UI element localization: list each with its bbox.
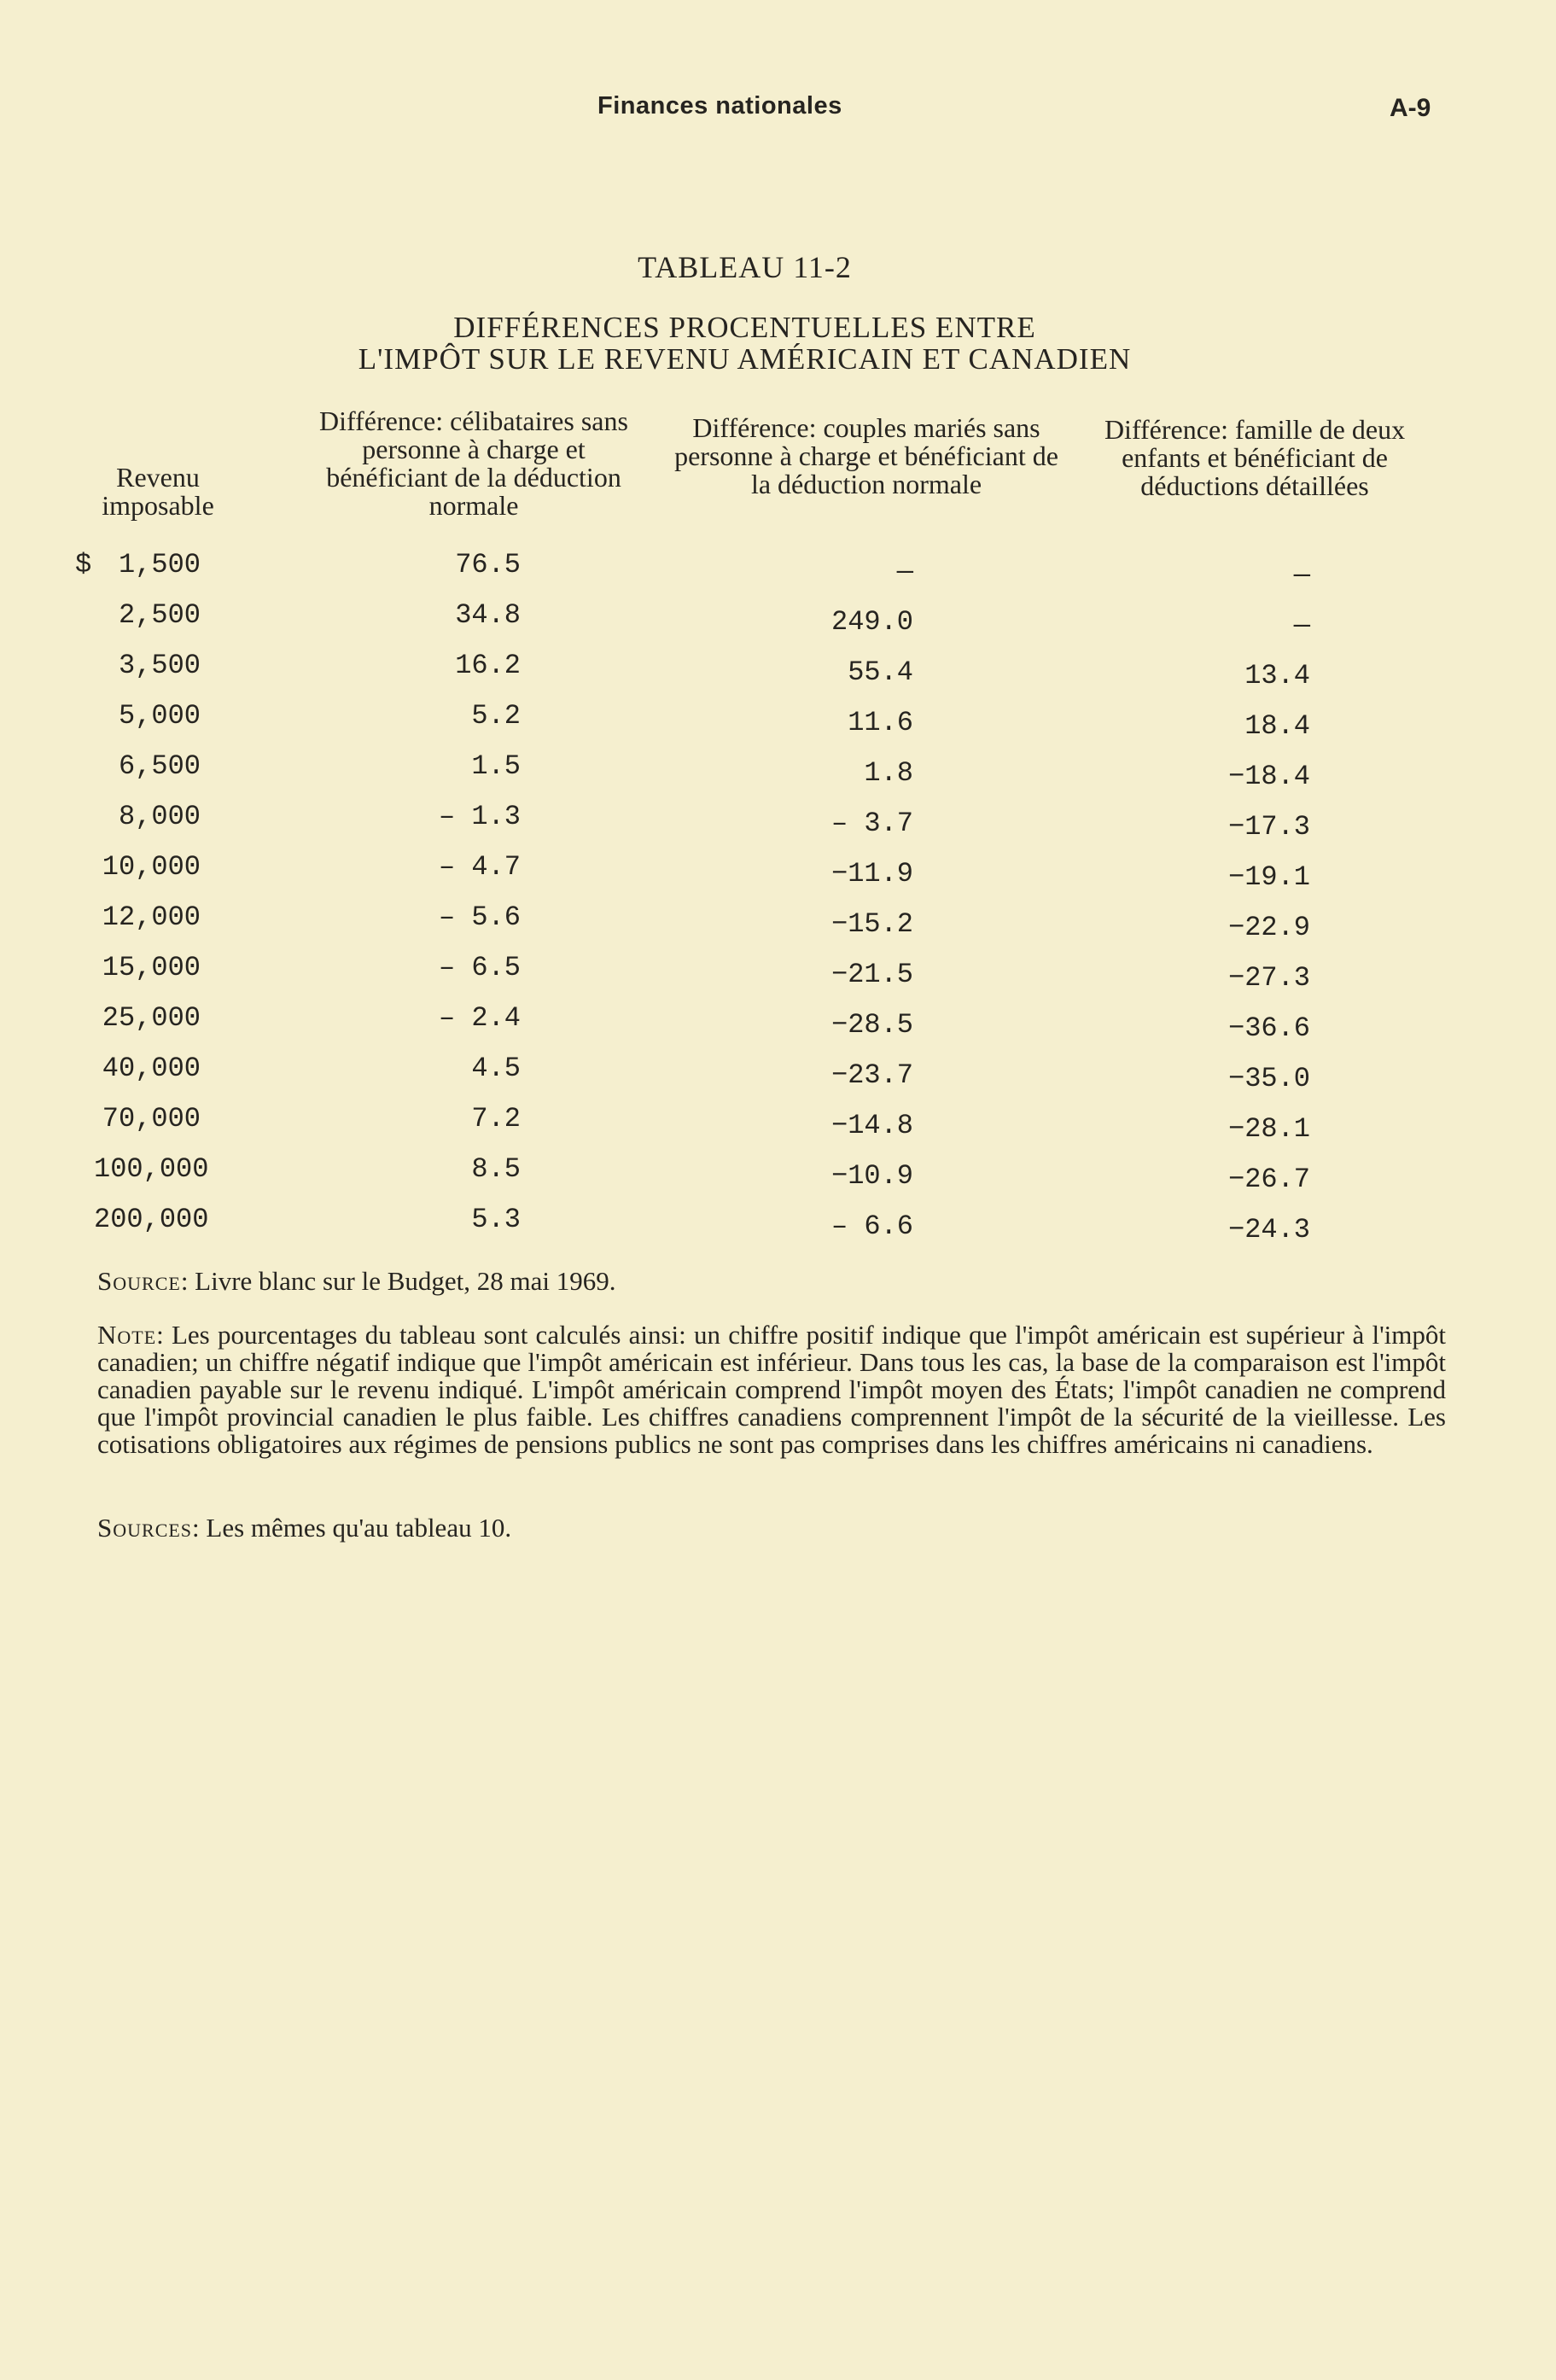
table-row (0, 744, 1556, 794)
cell-couples: – 3.7 (830, 808, 913, 839)
cell-famille: −18.4 (1227, 761, 1310, 792)
cell-famille: 13.4 (1244, 660, 1310, 691)
column-header-celibataires: Différence: célibataires sans personne à charge et bénéficiant de la déduction normale (319, 405, 628, 521)
cell-celibataires: – 5.6 (438, 901, 521, 933)
cell-revenu: 40,000 (102, 1053, 201, 1084)
cell-revenu: 1,500 (118, 549, 201, 580)
table-row (0, 844, 1556, 895)
cell-celibataires: – 6.5 (438, 952, 521, 983)
cell-couples: 11.6 (848, 707, 913, 738)
column-header-revenu: Revenu imposable (102, 462, 214, 521)
data-table (0, 542, 1556, 1247)
cell-famille: −22.9 (1227, 912, 1310, 943)
source-label: Source (97, 1266, 181, 1296)
cell-celibataires: 16.2 (455, 650, 521, 681)
cell-couples: −11.9 (830, 858, 913, 890)
cell-celibataires: 34.8 (455, 599, 521, 631)
running-header (0, 92, 1556, 126)
cell-revenu: 200,000 (94, 1204, 209, 1235)
source-note (97, 1266, 615, 1297)
cell-famille: — (1293, 610, 1310, 641)
cell-celibataires: – 4.7 (438, 851, 521, 883)
cell-couples: −14.8 (830, 1110, 913, 1141)
cell-famille: — (1293, 559, 1310, 591)
cell-couples: −15.2 (830, 908, 913, 940)
table-subtitle (0, 312, 1489, 375)
table-row (0, 1197, 1556, 1247)
cell-couples: −23.7 (830, 1059, 913, 1091)
cell-famille: −36.6 (1227, 1012, 1310, 1044)
cell-couples: – 6.6 (830, 1210, 913, 1242)
cell-famille: −27.3 (1227, 962, 1310, 994)
cell-famille: −35.0 (1227, 1063, 1310, 1094)
note-label: Note (97, 1320, 157, 1350)
cell-couples: −28.5 (830, 1009, 913, 1041)
table-row (0, 995, 1556, 1046)
table-row (0, 542, 1556, 592)
cell-revenu: 25,000 (102, 1002, 201, 1034)
currency-symbol: $ (75, 549, 92, 580)
cell-revenu: 8,000 (118, 801, 201, 832)
cell-revenu: 5,000 (118, 700, 201, 732)
table-row (0, 592, 1556, 643)
cell-famille: −28.1 (1227, 1113, 1310, 1145)
sources-label: Sources (97, 1513, 193, 1543)
running-title: Finances nationales (597, 92, 842, 120)
cell-couples: — (896, 556, 913, 587)
cell-couples: 1.8 (864, 757, 913, 789)
source-text: : Livre blanc sur le Budget, 28 mai 1969. (180, 1266, 616, 1296)
cell-famille: −19.1 (1227, 861, 1310, 893)
table-row (0, 895, 1556, 945)
table-row (0, 945, 1556, 995)
table-subtitle-line-1: DIFFÉRENCES PROCENTUELLES ENTRE (453, 311, 1036, 344)
cell-revenu: 15,000 (102, 952, 201, 983)
cell-couples: −10.9 (830, 1160, 913, 1192)
cell-famille: −17.3 (1227, 811, 1310, 843)
cell-celibataires: – 1.3 (438, 801, 521, 832)
cell-couples: −21.5 (830, 959, 913, 990)
page-number: A-9 (1390, 94, 1431, 122)
note-text: : Les pourcentages du tableau sont calculés ainsi: un chiffre positif indique que l'impôt américain est supérieur à l'impôt canadien; un chiffre négatif indique que l'impôt américain est inférieur. Dans tous les cas, la base de la comparaison est l'impôt canadien payable sur le revenu indiqué. L'impôt américain comprend l'impôt moyen des États; l'impôt canadien ne comprend que l'impôt provincial canadien le plus faible. Les chiffres canadiens comprennent l'impôt de la sécurité de la vieillesse. Les cotisations obligatoires aux régimes de pensions publics ne sont pas comprises dans les chiffres américains ni canadiens. (97, 1320, 1446, 1459)
cell-revenu: 3,500 (118, 650, 201, 681)
sources-note (97, 1513, 511, 1543)
table-title: TABLEAU 11-2 (638, 250, 852, 284)
table-row (0, 693, 1556, 744)
table-row (0, 794, 1556, 844)
column-header-couples: Différence: couples mariés sans personne à charge et bénéficiant de la déduction normale (674, 412, 1058, 499)
cell-revenu: 10,000 (102, 851, 201, 883)
note-paragraph (97, 1321, 1446, 1458)
cell-revenu: 70,000 (102, 1103, 201, 1135)
sources-text: : Les mêmes qu'au tableau 10. (192, 1513, 512, 1543)
cell-celibataires: 5.3 (471, 1204, 521, 1235)
table-subtitle-line-2: L'IMPÔT SUR LE REVENU AMÉRICAIN ET CANADIEN (358, 342, 1132, 376)
cell-celibataires: 76.5 (455, 549, 521, 580)
table-row (0, 643, 1556, 693)
cell-celibataires: 8.5 (471, 1153, 521, 1185)
column-header-famille: Différence: famille de deux enfants et bénéficiant de déductions détaillées (1104, 414, 1406, 501)
cell-celibataires: 5.2 (471, 700, 521, 732)
cell-couples: 55.4 (848, 656, 913, 688)
cell-celibataires: 1.5 (471, 750, 521, 782)
cell-revenu: 12,000 (102, 901, 201, 933)
table-row (0, 1046, 1556, 1096)
cell-celibataires: – 2.4 (438, 1002, 521, 1034)
cell-famille: 18.4 (1244, 710, 1310, 742)
table-row (0, 1096, 1556, 1146)
cell-famille: −26.7 (1227, 1164, 1310, 1195)
cell-celibataires: 4.5 (471, 1053, 521, 1084)
cell-celibataires: 7.2 (471, 1103, 521, 1135)
cell-revenu: 6,500 (118, 750, 201, 782)
cell-famille: −24.3 (1227, 1214, 1310, 1245)
cell-revenu: 2,500 (118, 599, 201, 631)
table-row (0, 1146, 1556, 1197)
cell-couples: 249.0 (830, 606, 913, 638)
cell-revenu: 100,000 (94, 1153, 209, 1185)
